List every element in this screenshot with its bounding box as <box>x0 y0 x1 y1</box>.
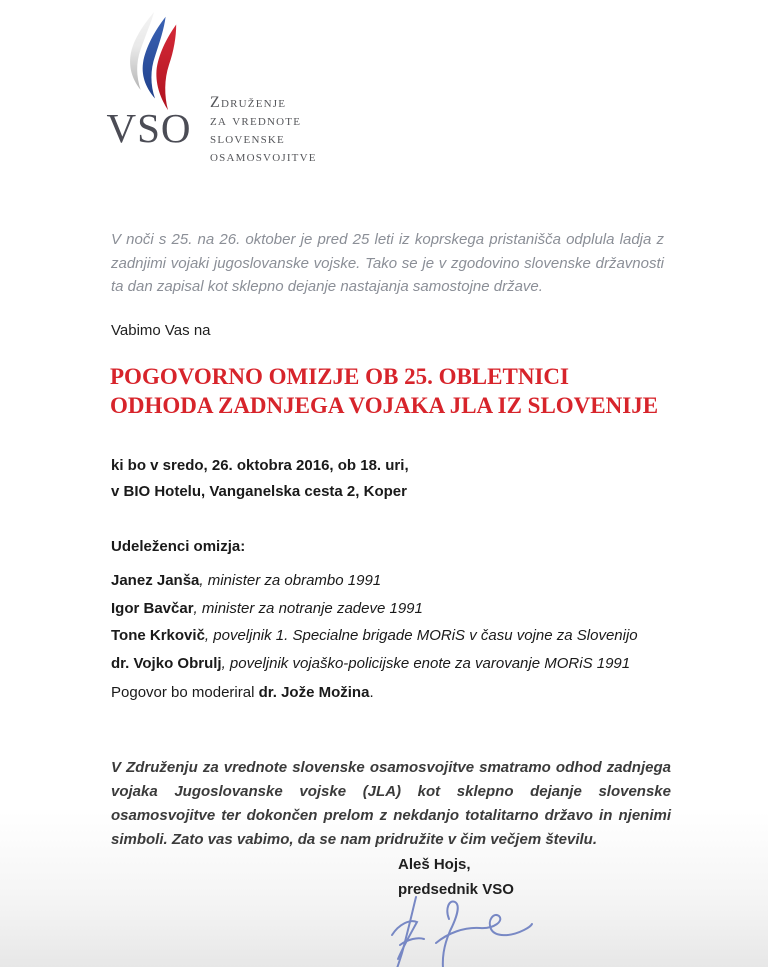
moderator-suffix: . <box>369 684 374 701</box>
moderator-line <box>111 684 374 701</box>
event-title-line2: ODHODA ZADNJEGA VOJAKA JLA IZ SLOVENIJE <box>110 393 659 418</box>
participant-role: , poveljnik vojaško-policijske enote za varovanje MORiS 1991 <box>221 654 631 672</box>
organization-name <box>210 94 317 166</box>
participant-name: Igor Bavčar <box>111 599 194 617</box>
participants-list <box>111 567 691 677</box>
participant-name: Tone Krkovič <box>111 627 205 644</box>
participants-heading: Udeleženci omizja: <box>111 538 246 555</box>
org-name-line: osamosvojitve <box>210 148 317 165</box>
event-venue: v BIO Hotelu, Vanganelska cesta 2, Koper <box>111 482 407 500</box>
signatory-name: Aleš Hojs, <box>398 856 471 873</box>
participant-row <box>111 622 691 650</box>
participant-role: , poveljnik 1. Specialne brigade MORiS v času vojne za Slovenijo <box>204 627 638 644</box>
org-name-line: za vrednote <box>210 112 302 129</box>
org-name-line: Združenje <box>210 94 287 111</box>
invite-lead: Vabimo Vas na <box>111 322 211 339</box>
event-date: ki bo v sredo, 26. oktobra 2016, ob 18. uri, <box>111 457 409 474</box>
participant-name: Janez Janša <box>111 572 200 589</box>
event-title-line1: POGOVORNO OMIZJE OB 25. OBLETNICI <box>110 364 569 389</box>
event-title <box>110 362 690 420</box>
org-name-line: slovenske <box>210 130 285 147</box>
vso-flame-logo <box>118 12 194 112</box>
closing-paragraph: V Združenju za vrednote slovenske osamosvojitve smatramo odhod zadnjega vojaka Jugoslovanske vojske (JLA) kot sklepno dejanje slovenske osamosvojitve ter dokončen prelom z nekdanjo totalitarno državo in njenimi simboli. Zato vas vabimo, da se nam pridružite v čim večjem številu. <box>111 759 671 848</box>
signatory-title: predsednik VSO <box>398 881 514 898</box>
intro-paragraph: V noči s 25. na 26. oktober je pred 25 leti iz koprskega pristanišča odplula ladja z zadnjimi vojaki jugoslovanske vojske. Tako se je v zgodovino slovenske državnosti ta dan zapisal kot sklepno dejanje nastajanja samostojne države. <box>111 231 664 295</box>
participant-row <box>111 650 691 678</box>
participant-row <box>111 595 691 623</box>
participant-name: dr. Vojko Obrulj <box>111 654 222 672</box>
participant-role: , minister za obrambo 1991 <box>199 572 382 589</box>
moderator-name: dr. Jože Možina <box>258 684 370 701</box>
participant-role: , minister za notranje zadeve 1991 <box>193 599 423 617</box>
event-details <box>111 453 409 504</box>
signature-image <box>386 893 546 967</box>
participant-row <box>111 567 691 595</box>
moderator-prefix: Pogovor bo moderiral <box>111 684 259 701</box>
vso-logo-text: VSO <box>106 105 192 151</box>
